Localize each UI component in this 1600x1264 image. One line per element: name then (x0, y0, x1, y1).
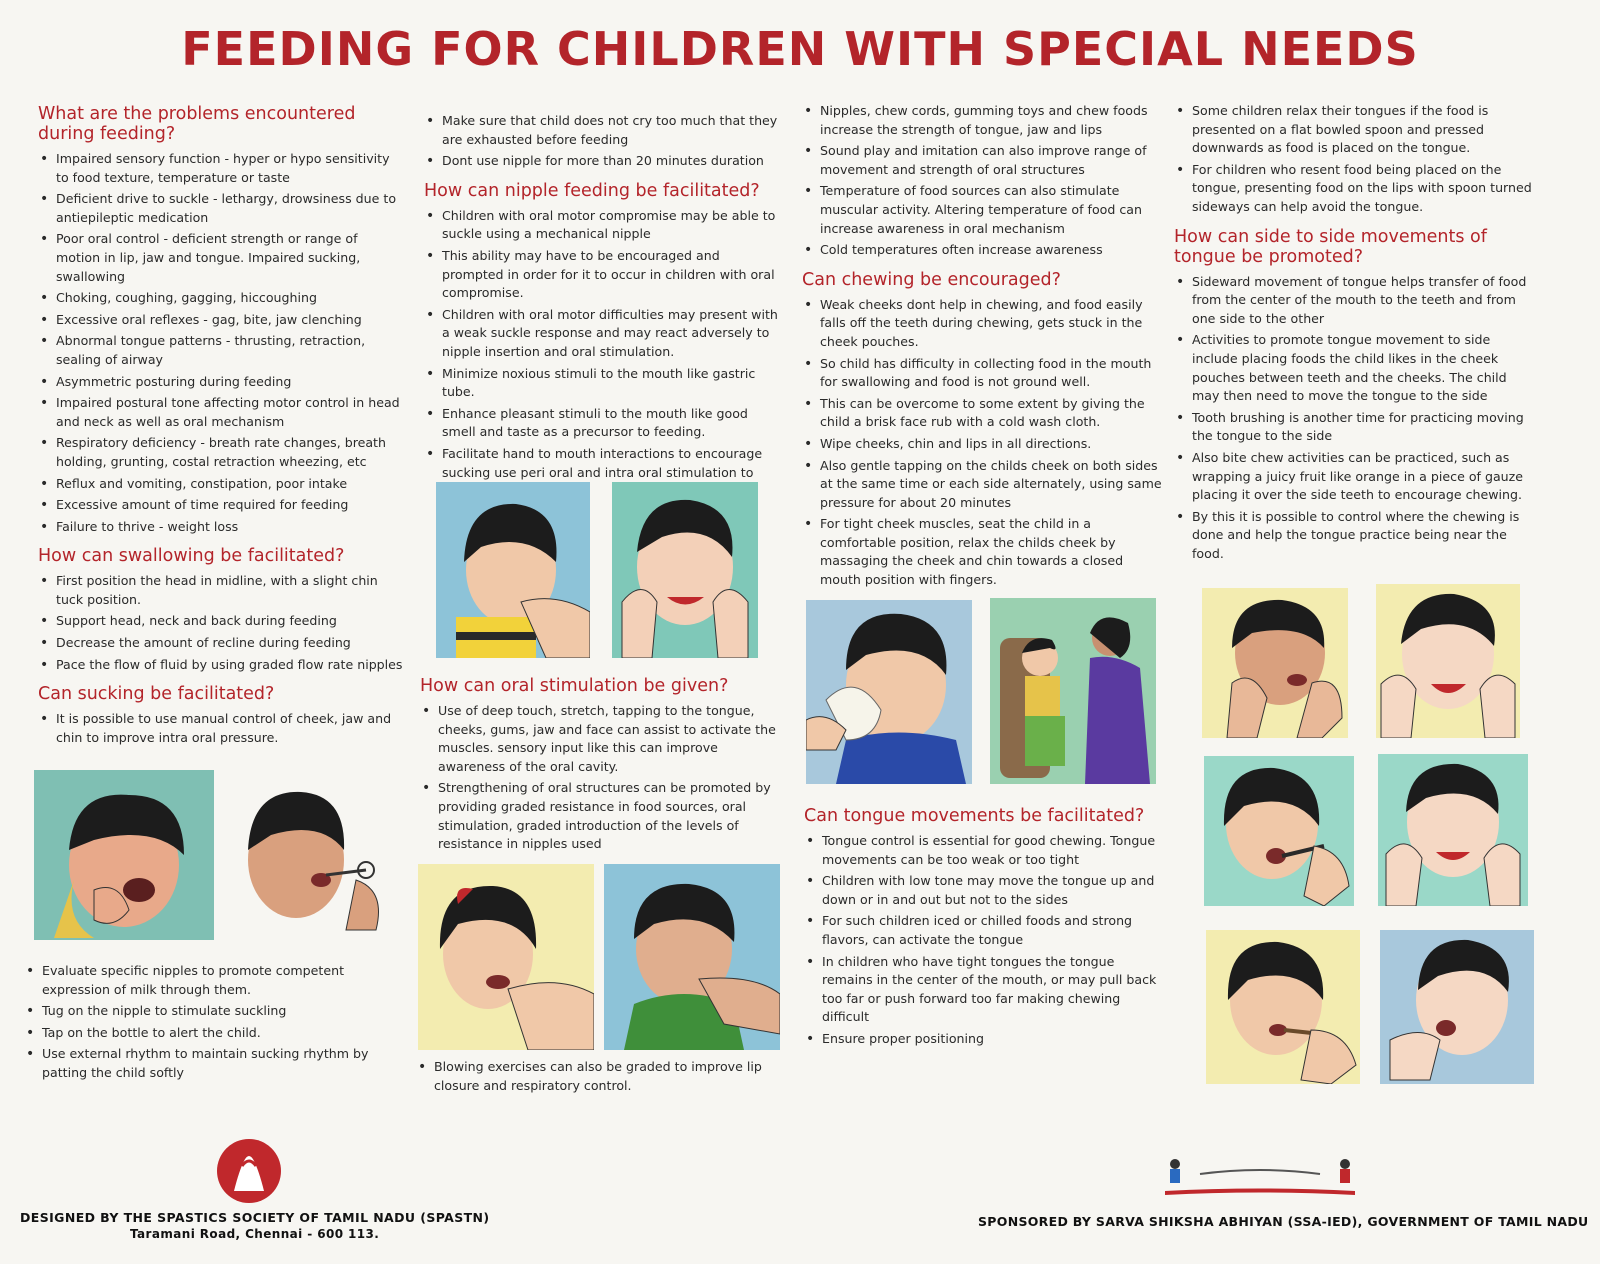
list-item: • Decrease the amount of recline during feeding (38, 634, 404, 653)
list-item: • Children with oral motor difficulties may present with a weak suckle response and may react adversely to nipple insertion and oral stimulation. (424, 306, 782, 362)
list-strength (802, 102, 1162, 260)
illustration-cheek-massage (1376, 584, 1520, 738)
list-nipple-feeding (424, 207, 782, 501)
illustration-face-massage-1 (612, 482, 758, 658)
list-item: • Also gentle tapping on the childs cheek on both sides at the same time or each side alternately, using same pressure for about 20 minutes (802, 457, 1162, 513)
heading-oral-stimulation: How can oral stimulation be given? (420, 676, 729, 696)
list-item: • Impaired postural tone affecting motor control in head and neck as well as oral mechanism (38, 394, 404, 431)
list-item: • Impaired sensory function - hyper or hypo sensitivity to food texture, temperature or taste (38, 150, 404, 187)
column-3-bottom (804, 796, 1166, 1052)
list-item: • Evaluate specific nipples to promote competent expression of milk through them. (24, 962, 396, 999)
list-item: • Respiratory deficiency - breath rate changes, breath holding, grunting, costal retraction wheezing, etc (38, 434, 404, 471)
list-item: • Deficient drive to suckle - lethargy, drowsiness due to antiepileptic medication (38, 190, 404, 227)
list-item: • By this it is possible to control where the chewing is done and help the tongue practice being near the food. (1174, 508, 1534, 564)
list-item: • Reflux and vomiting, constipation, poor intake (38, 475, 404, 494)
illustration-tooth-brushing (1204, 756, 1354, 906)
list-item: • Use external rhythm to maintain sucking rhythm by patting the child softly (24, 1045, 396, 1082)
list-item: • Asymmetric posturing during feeding (38, 373, 404, 392)
list-nipple-tips (24, 962, 396, 1083)
list-item: • Excessive amount of time required for feeding (38, 496, 404, 515)
list-item: • Dont use nipple for more than 20 minutes duration (424, 152, 782, 171)
list-item: • Facilitate hand to mouth interactions to encourage sucking use peri oral and intra oral stimulation to (424, 445, 782, 501)
list-item: • Cold temperatures often increase awareness (802, 241, 1162, 260)
column-3 (802, 102, 1162, 593)
list-item: • Poor oral control - deficient strength or range of motion in lip, jaw and tongue. Impaired sucking, swallowing (38, 230, 404, 286)
illustration-hand-to-mouth (436, 482, 590, 658)
list-tongue (804, 832, 1166, 1049)
sponsored-by: SPONSORED BY SARVA SHIKSHA ABHIYAN (SSA-IED), GOVERNMENT OF TAMIL NADU (978, 1214, 1589, 1229)
list-item: • Enhance pleasant stimuli to the mouth like good smell and taste as a precursor to feeding. (424, 405, 782, 442)
list-item: • Pace the flow of fluid by using graded flow rate nipples (38, 656, 404, 675)
heading-sucking: Can sucking be facilitated? (38, 684, 275, 705)
illustration-lip-stimulation (418, 864, 594, 1050)
list-swallowing (38, 572, 404, 674)
column-2-mid (420, 666, 782, 857)
list-item: • For tight cheek muscles, seat the child in a comfortable position, relax the childs cheek by massaging the cheek and chin towards a closed mouth position with fingers. (802, 515, 1162, 589)
column-2-bottom (416, 1058, 782, 1098)
ssa-logo (1160, 1146, 1360, 1206)
list-item: • Sound play and imitation can also improve range of movement and strength of oral structures (802, 142, 1162, 179)
list-item: • Minimize noxious stimuli to the mouth like gastric tube. (424, 365, 782, 402)
list-crying (424, 112, 782, 171)
list-oral-stimulation (420, 702, 782, 854)
illustration-gum-stimulation (604, 864, 780, 1050)
list-side-movement (1174, 273, 1534, 564)
list-item: • Tooth brushing is another time for practicing moving the tongue to the side (1174, 409, 1534, 446)
list-item: • Children with low tone may move the tongue up and down or in and out but not to the sides (804, 872, 1166, 909)
list-item: • Tap on the bottle to alert the child. (24, 1024, 396, 1043)
list-problems (38, 150, 404, 536)
designed-by-text: DESIGNED BY THE SPASTICS SOCIETY OF TAMIL NADU (SPASTN) (20, 1210, 490, 1225)
list-item: • Ensure proper positioning (804, 1030, 1166, 1049)
illustration-side-chewing (1380, 930, 1534, 1084)
column-1-bottom (24, 962, 396, 1086)
list-item: • Use of deep touch, stretch, tapping to the tongue, cheeks, gums, jaw and face can assist to activate the muscles. sensory input like this can improve awareness of the oral cavity. (420, 702, 782, 776)
illustration-cold-wash-cloth (806, 600, 972, 784)
list-item: • Blowing exercises can also be graded to improve lip closure and respiratory control. (416, 1058, 782, 1095)
list-spoon (1174, 102, 1534, 217)
poster-title: FEEDING FOR CHILDREN WITH SPECIAL NEEDS (181, 22, 1419, 76)
list-item: • Failure to thrive - weight loss (38, 518, 404, 537)
list-item: • This can be overcome to some extent by giving the child a brisk face rub with a cold wash cloth. (802, 395, 1162, 432)
list-item: • Excessive oral reflexes - gag, bite, jaw clenching (38, 311, 404, 330)
spastn-logo (214, 1136, 284, 1206)
list-item: • Temperature of food sources can also stimulate muscular activity. Altering temperature of food can increase awareness in oral mechanism (802, 182, 1162, 238)
designed-by (20, 1210, 490, 1241)
list-item: • Support head, neck and back during feeding (38, 612, 404, 631)
illustration-nipple-tug (226, 770, 396, 940)
list-item: • For children who resent food being placed on the tongue, presenting food on the lips with spoon turned sideways can help avoid the tongue. (1174, 161, 1534, 217)
list-blowing (416, 1058, 782, 1095)
list-item: • Abnormal tongue patterns - thrusting, retraction, sealing of airway (38, 332, 404, 369)
illustration-bite-chew (1206, 930, 1360, 1084)
list-item: • This ability may have to be encouraged and prompted in order for it to occur in children with oral compromise. (424, 247, 782, 303)
list-item: • Choking, coughing, gagging, hiccoughing (38, 289, 404, 308)
heading-chewing: Can chewing be encouraged? (802, 269, 1061, 290)
list-item: • Children with oral motor compromise may be able to suckle using a mechanical nipple (424, 207, 782, 244)
list-chewing (802, 296, 1162, 590)
heading-nipple-feeding: How can nipple feeding be facilitated? (424, 180, 760, 201)
list-item: • Sideward movement of tongue helps transfer of food from the center of the mouth to the teeth and from one side to the other (1174, 273, 1534, 329)
illustration-face-massage-2 (1378, 754, 1528, 906)
list-item: • Strengthening of oral structures can be promoted by providing graded resistance in food sources, oral stimulation, graded introduction of the levels of resistance in nipples used (420, 779, 782, 853)
column-1 (38, 104, 404, 750)
illustration-seated-positioning (990, 598, 1156, 784)
list-item: • Nipples, chew cords, gumming toys and chew foods increase the strength of tongue, jaw and lips (802, 102, 1162, 139)
list-item: • For such children iced or chilled foods and strong flavors, can activate the tongue (804, 912, 1166, 949)
illustration-cheek-jaw-control (34, 770, 214, 940)
illustration-cheek-tapping (1202, 588, 1348, 738)
list-item: • Tug on the nipple to stimulate suckling (24, 1002, 396, 1021)
list-item: • Tongue control is essential for good chewing. Tongue movements can be too weak or too tight (804, 832, 1166, 869)
list-item: • Some children relax their tongues if the food is presented on a flat bowled spoon and pressed downwards as food is placed on the tongue. (1174, 102, 1534, 158)
list-item: • Weak cheeks dont help in chewing, and food easily falls off the teeth during chewing, gets stuck in the cheek pouches. (802, 296, 1162, 352)
heading-problems: What are the problems encountered during feeding? (38, 104, 356, 144)
list-item: • Also bite chew activities can be practiced, such as wrapping a juicy fruit like orange in a piece of gauze placing it over the side teeth to encourage chewing. (1174, 449, 1534, 505)
column-4 (1174, 102, 1534, 566)
list-item: • So child has difficulty in collecting food in the mouth for swallowing and food is not ground well. (802, 355, 1162, 392)
list-item: • Activities to promote tongue movement to side include placing foods the child likes in the cheek pouches between teeth and the cheeks. The child may then need to move the tongue to the side (1174, 331, 1534, 405)
list-item: • In children who have tight tongues the tongue remains in the center of the mouth, or may pull back too far or push forward too far making chewing difficult (804, 953, 1166, 1027)
list-item: • First position the head in midline, with a slight chin tuck position. (38, 572, 404, 609)
list-sucking (38, 710, 404, 747)
heading-side-movement: How can side to side movements of tongue be promoted? (1174, 226, 1487, 267)
column-2 (424, 112, 782, 504)
list-item: • Make sure that child does not cry too much that they are exhausted before feeding (424, 112, 782, 149)
heading-tongue: Can tongue movements be facilitated? (804, 806, 1145, 826)
list-item: • Wipe cheeks, chin and lips in all directions. (802, 435, 1162, 454)
heading-swallowing: How can swallowing be facilitated? (38, 546, 345, 567)
address-text: Taramani Road, Chennai - 600 113. (130, 1227, 380, 1241)
list-item: • It is possible to use manual control of cheek, jaw and chin to improve intra oral pressure. (38, 710, 404, 747)
